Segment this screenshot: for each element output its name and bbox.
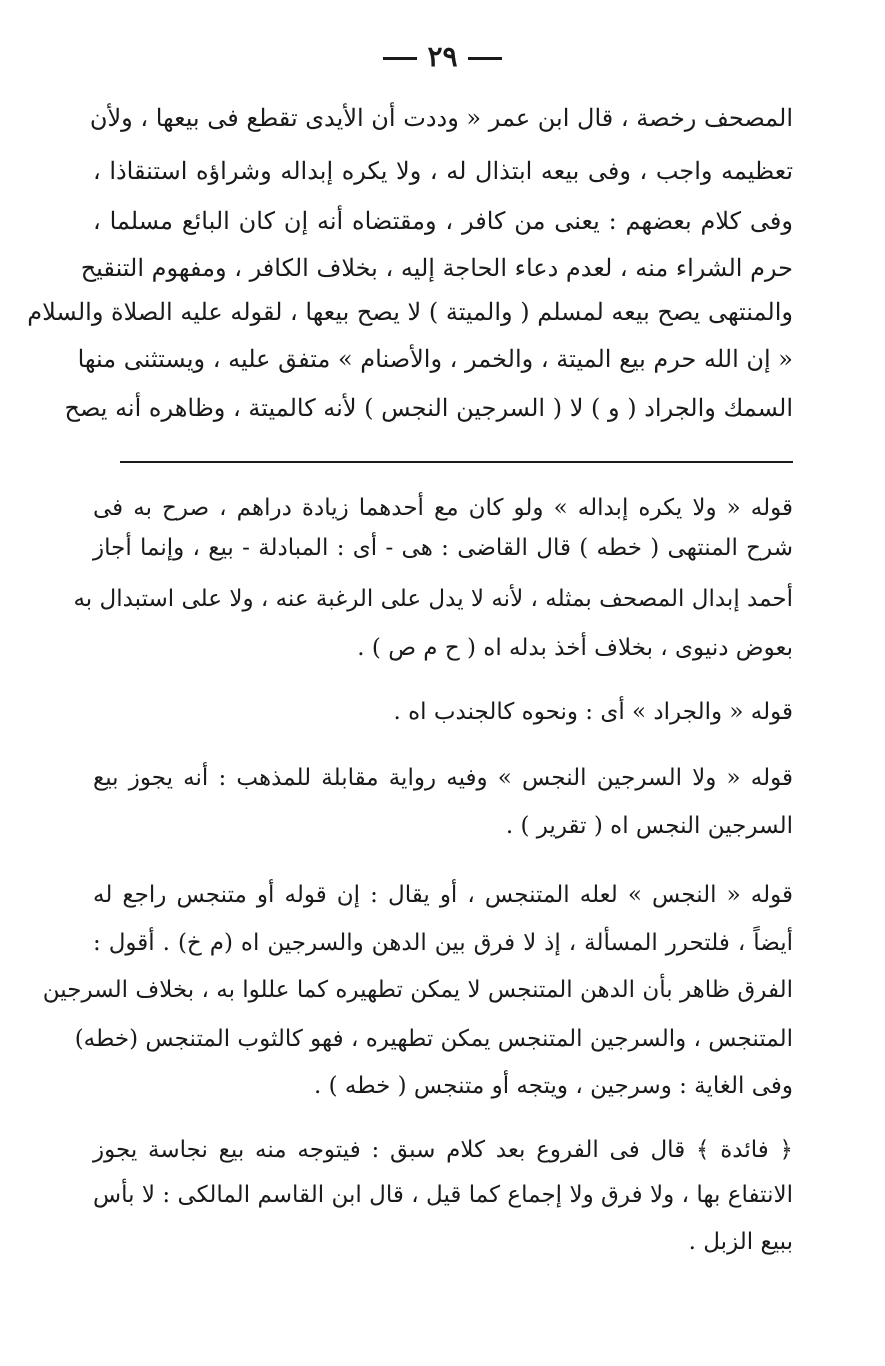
main-line: تعظيمه واجب ، وفى بيعه ابتذال له ، ولا يكره إبداله وشراؤه استنقاذا ، bbox=[93, 157, 793, 185]
main-line: السمك والجراد ( و ) لا ( السرجين النجس ) لأنه كالميتة ، وظاهره أنه يصح bbox=[64, 394, 793, 422]
footnote-line: السرجين النجس اه ( تقرير ) . bbox=[505, 813, 793, 839]
main-line: « إن الله حرم بيع الميتة ، والخمر ، والأصنام » متفق عليه ، ويستثنى منها bbox=[77, 345, 793, 373]
footnote-line: أحمد إبدال المصحف بمثله ، لأنه لا يدل على الرغبة عنه ، ولا على استبدال به bbox=[73, 586, 793, 612]
main-line: المصحف رخصة ، قال ابن عمر « وددت أن الأيدى تقطع فى بيعها ، ولأن bbox=[89, 104, 793, 132]
footnote-line: المتنجس ، والسرجين المتنجس يمكن تطهيره ، فهو كالثوب المتنجس (خطه) bbox=[74, 1026, 793, 1052]
footnote-line: الفرق ظاهر بأن الدهن المتنجس لا يمكن تطهيره كما عللوا به ، بخلاف السرجين bbox=[42, 977, 793, 1003]
footnote-line: الانتفاع بها ، ولا فرق ولا إجماع كما قيل ، قال ابن القاسم المالكى : لا بأس bbox=[93, 1182, 793, 1208]
footnote-line: بعوض دنيوى ، بخلاف أخذ بدله اه ( ح م ص ) . bbox=[357, 635, 793, 661]
page-number bbox=[0, 40, 885, 73]
footnote-line: قوله « النجس » لعله المتنجس ، أو يقال : إن قوله أو متنجس راجع له bbox=[93, 882, 793, 908]
footnote-line: قوله « ولا السرجين النجس » وفيه رواية مقابلة للمذهب : أنه يجوز بيع bbox=[93, 765, 793, 791]
main-line: وفى كلام بعضهم : يعنى من كافر ، ومقتضاه أنه إن كان البائع مسلما ، bbox=[93, 207, 793, 235]
footnote-line: شرح المنتهى ( خطه ) قال القاضى : هى - أى : المبادلة - بيع ، وإنما أجاز bbox=[93, 535, 793, 561]
footnote-line: وفى الغاية : وسرجين ، ويتجه أو متنجس ( خطه ) . bbox=[313, 1073, 793, 1099]
footnote-line: قوله « والجراد » أى : ونحوه كالجندب اه . bbox=[393, 699, 793, 725]
footnote-line: قوله « ولا يكره إبداله » ولو كان مع أحدهما زيادة دراهم ، صرح به فى bbox=[93, 495, 793, 521]
footnote-line: ﴿ فائدة ﴾ قال فى الفروع بعد كلام سبق : فيتوجه منه بيع نجاسة يجوز bbox=[93, 1137, 793, 1163]
main-line: حرم الشراء منه ، لعدم دعاء الحاجة إليه ، بخلاف الكافر ، ومفهوم التنقيح bbox=[80, 254, 793, 282]
footnote-line: ببيع الزبل . bbox=[688, 1229, 793, 1255]
dash-left bbox=[383, 57, 417, 60]
footnote-line: أيضاً ، فلتحرر المسألة ، إذ لا فرق بين الدهن والسرجين اه (م خ) . أقول : bbox=[93, 930, 793, 956]
footnote-divider bbox=[120, 461, 793, 463]
main-line: والمنتهى يصح بيعه لمسلم ( والميتة ) لا يصح بيعها ، لقوله عليه الصلاة والسلام bbox=[27, 298, 793, 326]
dash-right bbox=[468, 57, 502, 60]
page-number-text: ٢٩ bbox=[427, 40, 458, 73]
